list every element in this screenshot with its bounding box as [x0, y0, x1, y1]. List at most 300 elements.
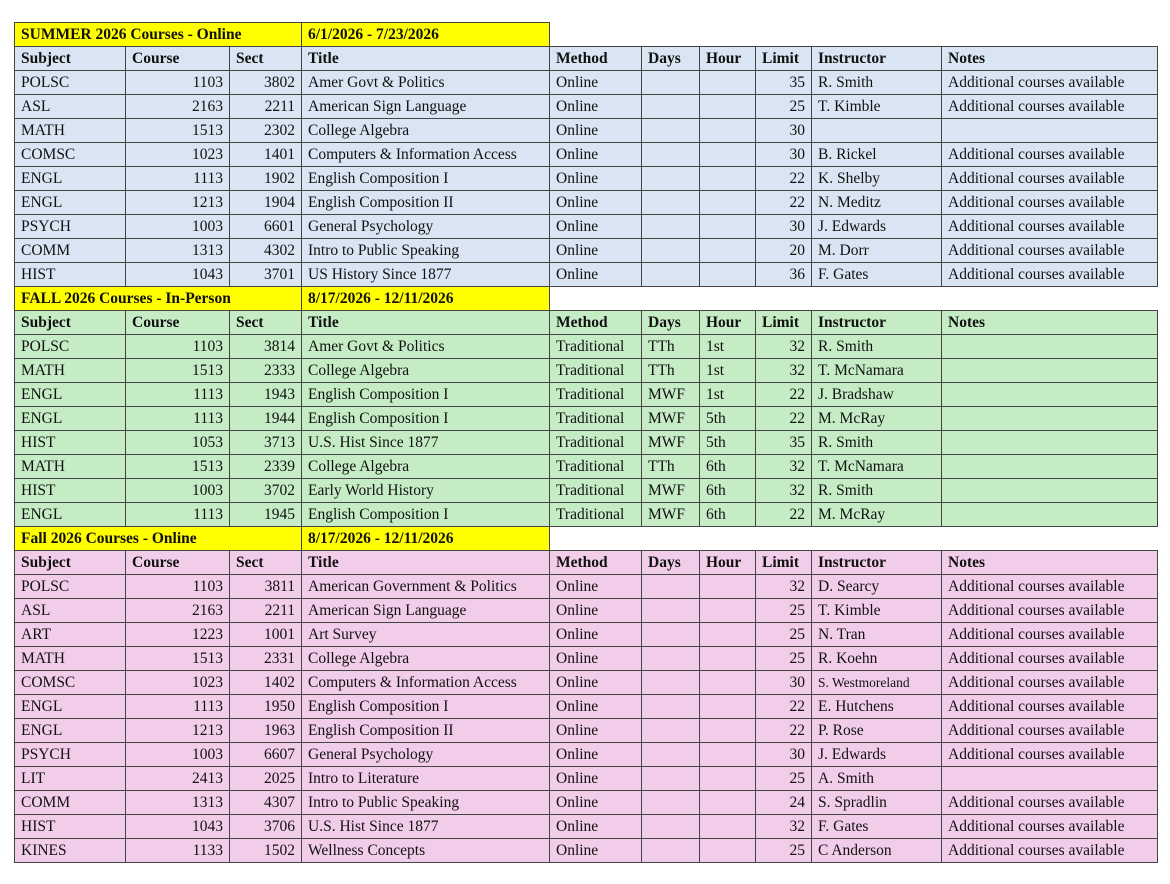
cell-days	[642, 239, 700, 263]
cell-sect: 2331	[230, 647, 302, 671]
cell-subject: ENGL	[15, 167, 126, 191]
cell-sect: 1401	[230, 143, 302, 167]
cell-sect: 3702	[230, 479, 302, 503]
cell-course: 1103	[126, 71, 230, 95]
cell-notes: Additional courses available	[942, 839, 1158, 863]
cell-method: Online	[550, 143, 642, 167]
header-subject: Subject	[15, 311, 126, 335]
header-notes: Notes	[942, 47, 1158, 71]
cell-limit: 30	[756, 143, 812, 167]
cell-method: Online	[550, 815, 642, 839]
cell-instructor: R. Smith	[812, 335, 942, 359]
header-course: Course	[126, 47, 230, 71]
cell-subject: KINES	[15, 839, 126, 863]
cell-course: 1043	[126, 263, 230, 287]
cell-method: Online	[550, 167, 642, 191]
cell-days: MWF	[642, 407, 700, 431]
cell-sect: 6601	[230, 215, 302, 239]
cell-instructor: A. Smith	[812, 767, 942, 791]
cell-limit: 24	[756, 791, 812, 815]
column-header-row	[15, 311, 1158, 335]
title-row-spacer	[550, 287, 1158, 311]
cell-title: College Algebra	[302, 455, 550, 479]
cell-course: 1113	[126, 407, 230, 431]
cell-hour	[700, 791, 756, 815]
cell-notes: Additional courses available	[942, 575, 1158, 599]
table-row	[15, 119, 1158, 143]
cell-days	[642, 143, 700, 167]
cell-notes: Additional courses available	[942, 71, 1158, 95]
cell-sect: 1943	[230, 383, 302, 407]
table-row	[15, 455, 1158, 479]
table-row	[15, 767, 1158, 791]
table-row	[15, 695, 1158, 719]
cell-hour	[700, 263, 756, 287]
header-course: Course	[126, 311, 230, 335]
cell-instructor: R. Smith	[812, 431, 942, 455]
cell-instructor: M. McRay	[812, 503, 942, 527]
cell-instructor: B. Rickel	[812, 143, 942, 167]
cell-subject: HIST	[15, 815, 126, 839]
cell-sect: 2211	[230, 599, 302, 623]
cell-title: American Government & Politics	[302, 575, 550, 599]
cell-title: U.S. Hist Since 1877	[302, 431, 550, 455]
header-days: Days	[642, 551, 700, 575]
header-limit: Limit	[756, 311, 812, 335]
cell-instructor: F. Gates	[812, 815, 942, 839]
table-row	[15, 407, 1158, 431]
table-row	[15, 215, 1158, 239]
cell-instructor: R. Koehn	[812, 647, 942, 671]
table-row	[15, 335, 1158, 359]
cell-subject: ENGL	[15, 719, 126, 743]
cell-days	[642, 119, 700, 143]
cell-method: Online	[550, 791, 642, 815]
cell-course: 2163	[126, 95, 230, 119]
cell-hour	[700, 239, 756, 263]
title-row-spacer	[550, 527, 1158, 551]
cell-subject: COMM	[15, 791, 126, 815]
cell-title: Early World History	[302, 479, 550, 503]
header-title: Title	[302, 47, 550, 71]
cell-instructor: N. Meditz	[812, 191, 942, 215]
cell-limit: 25	[756, 767, 812, 791]
cell-limit: 30	[756, 215, 812, 239]
cell-instructor: J. Bradshaw	[812, 383, 942, 407]
header-title: Title	[302, 311, 550, 335]
table-row	[15, 167, 1158, 191]
cell-subject: ENGL	[15, 407, 126, 431]
cell-days	[642, 575, 700, 599]
cell-instructor: S. Westmoreland	[812, 671, 942, 695]
cell-notes: Additional courses available	[942, 95, 1158, 119]
section-name: Fall 2026 Courses - Online	[15, 527, 302, 551]
cell-notes: Additional courses available	[942, 623, 1158, 647]
cell-days	[642, 671, 700, 695]
cell-instructor: T. McNamara	[812, 359, 942, 383]
section-title-row	[15, 527, 1158, 551]
cell-hour	[700, 743, 756, 767]
cell-sect: 3713	[230, 431, 302, 455]
cell-title: Intro to Literature	[302, 767, 550, 791]
cell-course: 1023	[126, 671, 230, 695]
cell-hour: 1st	[700, 359, 756, 383]
cell-method: Traditional	[550, 479, 642, 503]
cell-sect: 2339	[230, 455, 302, 479]
cell-method: Online	[550, 239, 642, 263]
cell-instructor	[812, 119, 942, 143]
cell-subject: ENGL	[15, 191, 126, 215]
cell-instructor: T. Kimble	[812, 599, 942, 623]
header-subject: Subject	[15, 551, 126, 575]
cell-limit: 35	[756, 431, 812, 455]
cell-method: Traditional	[550, 383, 642, 407]
cell-sect: 3811	[230, 575, 302, 599]
cell-subject: MATH	[15, 359, 126, 383]
cell-days: TTh	[642, 335, 700, 359]
header-days: Days	[642, 47, 700, 71]
cell-subject: HIST	[15, 479, 126, 503]
cell-sect: 3701	[230, 263, 302, 287]
title-row-spacer	[550, 23, 1158, 47]
cell-title: College Algebra	[302, 119, 550, 143]
cell-method: Online	[550, 71, 642, 95]
cell-limit: 30	[756, 119, 812, 143]
section-name: FALL 2026 Courses - In-Person	[15, 287, 302, 311]
cell-subject: ASL	[15, 599, 126, 623]
cell-instructor: C Anderson	[812, 839, 942, 863]
cell-instructor: T. McNamara	[812, 455, 942, 479]
cell-method: Online	[550, 719, 642, 743]
cell-course: 1113	[126, 167, 230, 191]
cell-subject: LIT	[15, 767, 126, 791]
cell-method: Traditional	[550, 359, 642, 383]
cell-notes: Additional courses available	[942, 695, 1158, 719]
cell-subject: MATH	[15, 455, 126, 479]
cell-hour	[700, 71, 756, 95]
cell-limit: 20	[756, 239, 812, 263]
cell-hour: 6th	[700, 503, 756, 527]
cell-hour: 6th	[700, 479, 756, 503]
cell-limit: 32	[756, 575, 812, 599]
cell-course: 1513	[126, 455, 230, 479]
cell-title: College Algebra	[302, 647, 550, 671]
header-instructor: Instructor	[812, 551, 942, 575]
cell-subject: ASL	[15, 95, 126, 119]
cell-hour	[700, 767, 756, 791]
cell-instructor: K. Shelby	[812, 167, 942, 191]
schedule-table	[14, 22, 1158, 863]
cell-limit: 32	[756, 335, 812, 359]
cell-method: Traditional	[550, 335, 642, 359]
cell-instructor: P. Rose	[812, 719, 942, 743]
cell-days	[642, 191, 700, 215]
table-row	[15, 431, 1158, 455]
cell-method: Online	[550, 191, 642, 215]
cell-method: Online	[550, 623, 642, 647]
cell-hour	[700, 839, 756, 863]
table-row	[15, 815, 1158, 839]
table-row	[15, 791, 1158, 815]
cell-title: English Composition I	[302, 383, 550, 407]
cell-sect: 1904	[230, 191, 302, 215]
cell-hour	[700, 191, 756, 215]
cell-days: MWF	[642, 431, 700, 455]
cell-course: 1103	[126, 575, 230, 599]
cell-instructor: N. Tran	[812, 623, 942, 647]
cell-subject: POLSC	[15, 71, 126, 95]
cell-sect: 3802	[230, 71, 302, 95]
table-row	[15, 359, 1158, 383]
cell-limit: 22	[756, 719, 812, 743]
table-row	[15, 719, 1158, 743]
cell-course: 1513	[126, 119, 230, 143]
cell-hour	[700, 167, 756, 191]
cell-subject: PSYCH	[15, 215, 126, 239]
header-hour: Hour	[700, 551, 756, 575]
cell-notes	[942, 479, 1158, 503]
cell-hour	[700, 575, 756, 599]
cell-days	[642, 623, 700, 647]
cell-notes	[942, 383, 1158, 407]
cell-notes	[942, 455, 1158, 479]
cell-course: 1313	[126, 791, 230, 815]
table-row	[15, 95, 1158, 119]
table-row	[15, 623, 1158, 647]
cell-title: Computers & Information Access	[302, 671, 550, 695]
cell-instructor: M. McRay	[812, 407, 942, 431]
cell-method: Online	[550, 647, 642, 671]
header-method: Method	[550, 551, 642, 575]
cell-instructor: S. Spradlin	[812, 791, 942, 815]
cell-hour	[700, 599, 756, 623]
cell-method: Online	[550, 839, 642, 863]
cell-notes	[942, 407, 1158, 431]
cell-limit: 22	[756, 383, 812, 407]
cell-days	[642, 167, 700, 191]
cell-hour	[700, 95, 756, 119]
cell-method: Online	[550, 95, 642, 119]
cell-notes: Additional courses available	[942, 647, 1158, 671]
cell-title: Computers & Information Access	[302, 143, 550, 167]
cell-days: MWF	[642, 383, 700, 407]
cell-method: Traditional	[550, 455, 642, 479]
cell-instructor: T. Kimble	[812, 95, 942, 119]
cell-instructor: D. Searcy	[812, 575, 942, 599]
cell-sect: 1945	[230, 503, 302, 527]
cell-course: 1053	[126, 431, 230, 455]
header-title: Title	[302, 551, 550, 575]
cell-subject: MATH	[15, 119, 126, 143]
cell-subject: POLSC	[15, 575, 126, 599]
cell-days	[642, 791, 700, 815]
cell-hour	[700, 719, 756, 743]
cell-hour	[700, 119, 756, 143]
cell-notes: Additional courses available	[942, 791, 1158, 815]
table-row	[15, 143, 1158, 167]
header-instructor: Instructor	[812, 311, 942, 335]
cell-course: 1003	[126, 479, 230, 503]
cell-title: US History Since 1877	[302, 263, 550, 287]
course-schedule	[14, 22, 1158, 863]
cell-hour	[700, 647, 756, 671]
cell-days: MWF	[642, 503, 700, 527]
cell-subject: COMSC	[15, 671, 126, 695]
cell-hour: 6th	[700, 455, 756, 479]
cell-sect: 1963	[230, 719, 302, 743]
cell-limit: 25	[756, 599, 812, 623]
cell-course: 1133	[126, 839, 230, 863]
cell-subject: ART	[15, 623, 126, 647]
cell-hour: 1st	[700, 335, 756, 359]
cell-hour: 5th	[700, 407, 756, 431]
cell-notes	[942, 431, 1158, 455]
cell-title: Art Survey	[302, 623, 550, 647]
cell-method: Traditional	[550, 407, 642, 431]
table-row	[15, 839, 1158, 863]
cell-course: 1513	[126, 359, 230, 383]
cell-title: General Psychology	[302, 215, 550, 239]
header-subject: Subject	[15, 47, 126, 71]
cell-sect: 1502	[230, 839, 302, 863]
cell-method: Online	[550, 767, 642, 791]
cell-limit: 36	[756, 263, 812, 287]
cell-title: English Composition II	[302, 719, 550, 743]
header-hour: Hour	[700, 47, 756, 71]
cell-sect: 3814	[230, 335, 302, 359]
cell-course: 2413	[126, 767, 230, 791]
cell-instructor: J. Edwards	[812, 215, 942, 239]
cell-title: English Composition I	[302, 503, 550, 527]
cell-method: Online	[550, 119, 642, 143]
cell-limit: 32	[756, 359, 812, 383]
cell-hour	[700, 671, 756, 695]
cell-days	[642, 767, 700, 791]
cell-method: Online	[550, 743, 642, 767]
cell-subject: COMM	[15, 239, 126, 263]
cell-days	[642, 695, 700, 719]
table-row	[15, 263, 1158, 287]
cell-days	[642, 719, 700, 743]
cell-method: Online	[550, 215, 642, 239]
header-sect: Sect	[230, 47, 302, 71]
cell-notes: Additional courses available	[942, 143, 1158, 167]
cell-course: 1223	[126, 623, 230, 647]
cell-subject: HIST	[15, 263, 126, 287]
table-row	[15, 647, 1158, 671]
cell-sect: 6607	[230, 743, 302, 767]
cell-title: English Composition II	[302, 191, 550, 215]
cell-method: Traditional	[550, 431, 642, 455]
cell-title: Intro to Public Speaking	[302, 239, 550, 263]
cell-title: U.S. Hist Since 1877	[302, 815, 550, 839]
cell-title: English Composition I	[302, 407, 550, 431]
header-notes: Notes	[942, 311, 1158, 335]
cell-title: English Composition I	[302, 167, 550, 191]
cell-subject: COMSC	[15, 143, 126, 167]
header-days: Days	[642, 311, 700, 335]
cell-method: Online	[550, 671, 642, 695]
cell-instructor: F. Gates	[812, 263, 942, 287]
cell-sect: 4302	[230, 239, 302, 263]
cell-days	[642, 215, 700, 239]
table-row	[15, 503, 1158, 527]
cell-hour	[700, 695, 756, 719]
cell-subject: ENGL	[15, 695, 126, 719]
cell-hour: 1st	[700, 383, 756, 407]
header-instructor: Instructor	[812, 47, 942, 71]
cell-limit: 32	[756, 455, 812, 479]
cell-course: 1003	[126, 743, 230, 767]
cell-instructor: E. Hutchens	[812, 695, 942, 719]
header-method: Method	[550, 47, 642, 71]
cell-title: General Psychology	[302, 743, 550, 767]
section-title-row	[15, 23, 1158, 47]
section-dates: 8/17/2026 - 12/11/2026	[302, 287, 550, 311]
cell-notes: Additional courses available	[942, 815, 1158, 839]
cell-notes: Additional courses available	[942, 599, 1158, 623]
cell-sect: 3706	[230, 815, 302, 839]
cell-days	[642, 263, 700, 287]
cell-title: English Composition I	[302, 695, 550, 719]
cell-method: Online	[550, 263, 642, 287]
cell-sect: 1902	[230, 167, 302, 191]
cell-hour: 5th	[700, 431, 756, 455]
table-row	[15, 239, 1158, 263]
cell-days: MWF	[642, 479, 700, 503]
cell-notes: Additional courses available	[942, 743, 1158, 767]
cell-instructor: M. Dorr	[812, 239, 942, 263]
cell-title: Amer Govt & Politics	[302, 335, 550, 359]
cell-hour	[700, 143, 756, 167]
cell-course: 1043	[126, 815, 230, 839]
cell-days	[642, 71, 700, 95]
cell-days	[642, 839, 700, 863]
header-course: Course	[126, 551, 230, 575]
cell-days: TTh	[642, 455, 700, 479]
cell-title: Amer Govt & Politics	[302, 71, 550, 95]
column-header-row	[15, 47, 1158, 71]
header-hour: Hour	[700, 311, 756, 335]
cell-sect: 2025	[230, 767, 302, 791]
cell-title: College Algebra	[302, 359, 550, 383]
table-row	[15, 71, 1158, 95]
cell-course: 1023	[126, 143, 230, 167]
cell-limit: 25	[756, 623, 812, 647]
cell-course: 1113	[126, 383, 230, 407]
table-row	[15, 671, 1158, 695]
cell-limit: 32	[756, 815, 812, 839]
cell-notes	[942, 767, 1158, 791]
table-row	[15, 191, 1158, 215]
table-row	[15, 383, 1158, 407]
cell-subject: HIST	[15, 431, 126, 455]
cell-subject: POLSC	[15, 335, 126, 359]
header-sect: Sect	[230, 551, 302, 575]
cell-notes: Additional courses available	[942, 671, 1158, 695]
cell-notes: Additional courses available	[942, 719, 1158, 743]
cell-sect: 4307	[230, 791, 302, 815]
cell-sect: 1950	[230, 695, 302, 719]
cell-notes: Additional courses available	[942, 215, 1158, 239]
cell-hour	[700, 215, 756, 239]
cell-instructor: R. Smith	[812, 71, 942, 95]
cell-limit: 22	[756, 167, 812, 191]
cell-limit: 25	[756, 647, 812, 671]
table-row	[15, 479, 1158, 503]
cell-notes	[942, 119, 1158, 143]
cell-method: Online	[550, 575, 642, 599]
